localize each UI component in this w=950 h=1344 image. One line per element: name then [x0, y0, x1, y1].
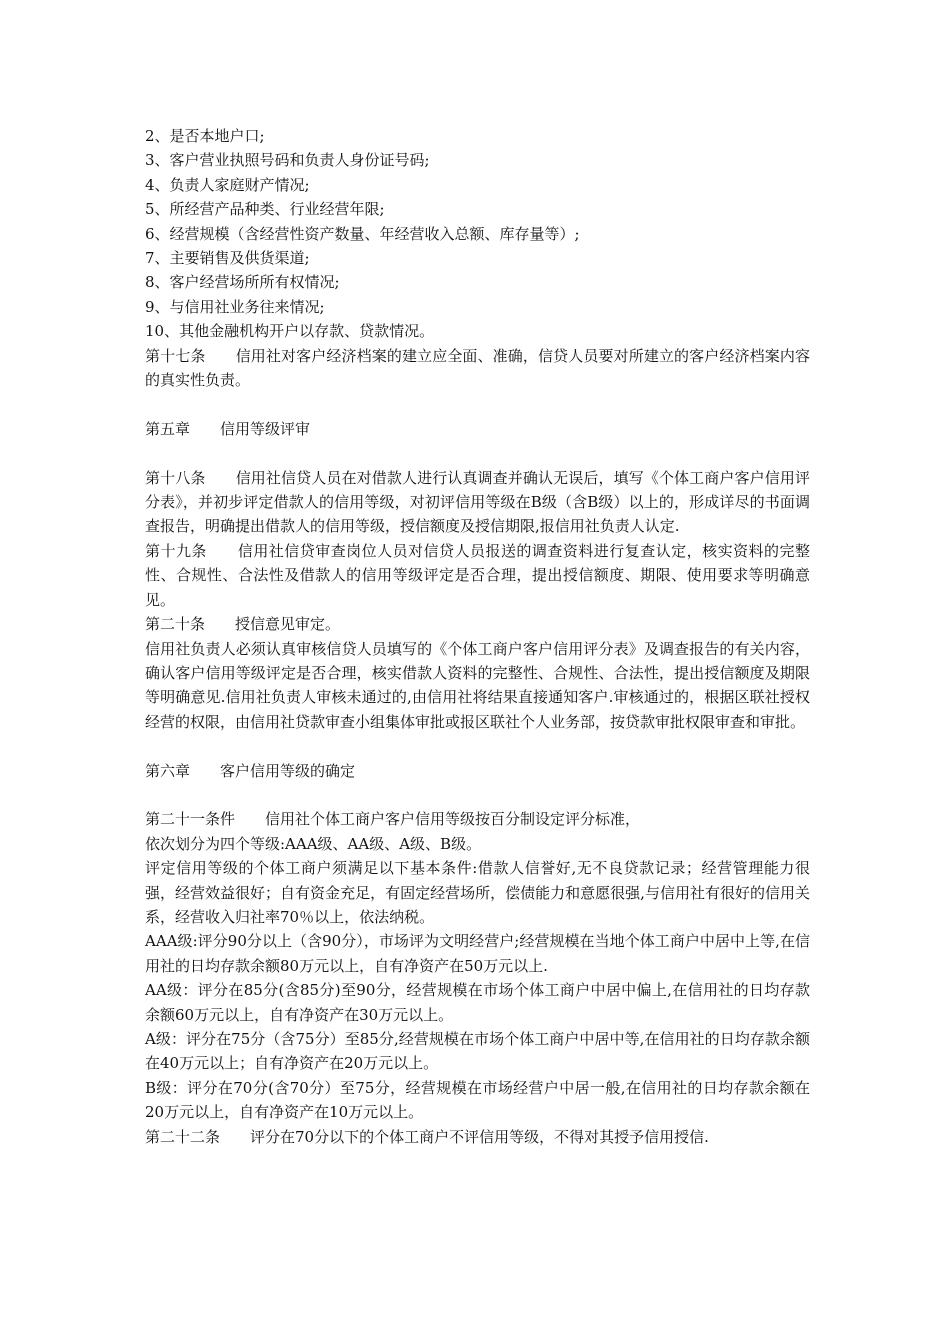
spacer — [145, 734, 810, 758]
spacer — [145, 783, 810, 807]
document-page — [145, 124, 810, 1149]
spacer — [145, 392, 810, 416]
article-21-conditions: 评定信用等级的个体工商户须满足以下基本条件:借款人信誉好,无不良贷款记录；经营管理能力很强，经营效益很好；自有资金充足，有固定经营场所，偿债能力和意愿很强,与信用社有很好的信用关系，经营收入归社率70％以上，依法纳税。 — [145, 859, 810, 926]
list-item-7: 7、主要销售及供货渠道; — [145, 249, 310, 268]
list-item-9: 9、与信用社业务往来情况; — [145, 297, 325, 316]
chapter-6-heading: 第六章 客户信用等级的确定 — [145, 761, 356, 780]
grade-aaa: AAA级:评分90分以上（含90分），市场评为文明经营户;经营规模在当地个体工商户中居中上等,在信用社的日均存款余额80万元以上，自有净资产在50万元以上. — [145, 932, 810, 975]
article-17: 第十七条 信用社对客户经济档案的建立应全面、准确，信贷人员要对所建立的客户经济档案内容的真实性负责。 — [145, 346, 810, 390]
list-item-4: 4、负责人家庭财产情况; — [145, 175, 310, 194]
grade-aa: AA级：评分在85分(含85分)至90分，经营规模在市场个体工商户中居中偏上,在信用社的日均存款余额60万元以上，自有净资产在30万元以上。 — [145, 981, 810, 1024]
list-item-2: 2、是否本地户口; — [145, 127, 265, 145]
article-21-title: 第二十一条件 信用社个体工商户客户信用等级按百分制设定评分标准， — [145, 810, 641, 829]
list-item-3: 3、客户营业执照号码和负责人身份证号码; — [145, 151, 430, 170]
spacer — [145, 441, 810, 465]
article-19: 第十九条 信用社信贷审查岗位人员对信贷人员报送的调查资料进行复查认定，核实资料的完整性、合规性、合法性及借款人的信用等级评定是否合理，提出授信额度、期限、使用要求等明确意见。 — [145, 541, 810, 609]
article-20-title: 第二十条 授信意见审定。 — [145, 615, 341, 634]
chapter-5-heading: 第五章 信用等级评审 — [145, 419, 311, 438]
article-18: 第十八条 信用社信贷人员在对借款人进行认真调查并确认无误后，填写《个体工商户客户信用评分表》，并初步评定借款人的信用等级，对初评信用等级在B级（含B级）以上的，形成详尽的书面调查报告，明确提出借款人的信用等级，授信额度及授信期限,报信用社负责人认定. — [145, 468, 810, 536]
list-item-10: 10、其他金融机构开户以存款、贷款情况。 — [145, 322, 435, 341]
list-item-5: 5、所经营产品种类、行业经营年限; — [145, 200, 385, 219]
article-22: 第二十二条 评分在70分以下的个体工商户不评信用等级，不得对其授予信用授信. — [145, 1127, 709, 1146]
grade-a: A级：评分在75分（含75分）至85分,经营规模在市场个体工商户中居中等,在信用社的日均存款余额在40万元以上；自有净资产在20万元以上。 — [145, 1029, 810, 1073]
article-21-levels: 依次划分为四个等级:AAA级、AA级、A级、B级。 — [145, 834, 482, 853]
grade-b: B级：评分在70分(含70分）至75分，经营规模在市场经营户中居一般,在信用社的日均存款余额在20万元以上，自有净资产在10万元以上。 — [145, 1078, 810, 1122]
list-item-8: 8、客户经营场所所有权情况; — [145, 273, 340, 292]
list-item-6: 6、经营规模（含经营性资产数量、年经营收入总额、库存量等）; — [145, 224, 580, 243]
article-20-body: 信用社负责人必须认真审核信贷人员填写的《个体工商户客户信用评分表》及调查报告的有关内容，确认客户信用等级评定是否合理，核实借款人资料的完整性、合规性、合法性，提出授信额度及期限等明确意见.信用社负责人审核未通过的,由信用社将结果直接通知客户.审核通过的，根据区联社授权经营的权限，由信用社贷款审查小组集体审批或报区联社个人业务部，按贷款审批权限审查和审批。 — [145, 639, 810, 731]
